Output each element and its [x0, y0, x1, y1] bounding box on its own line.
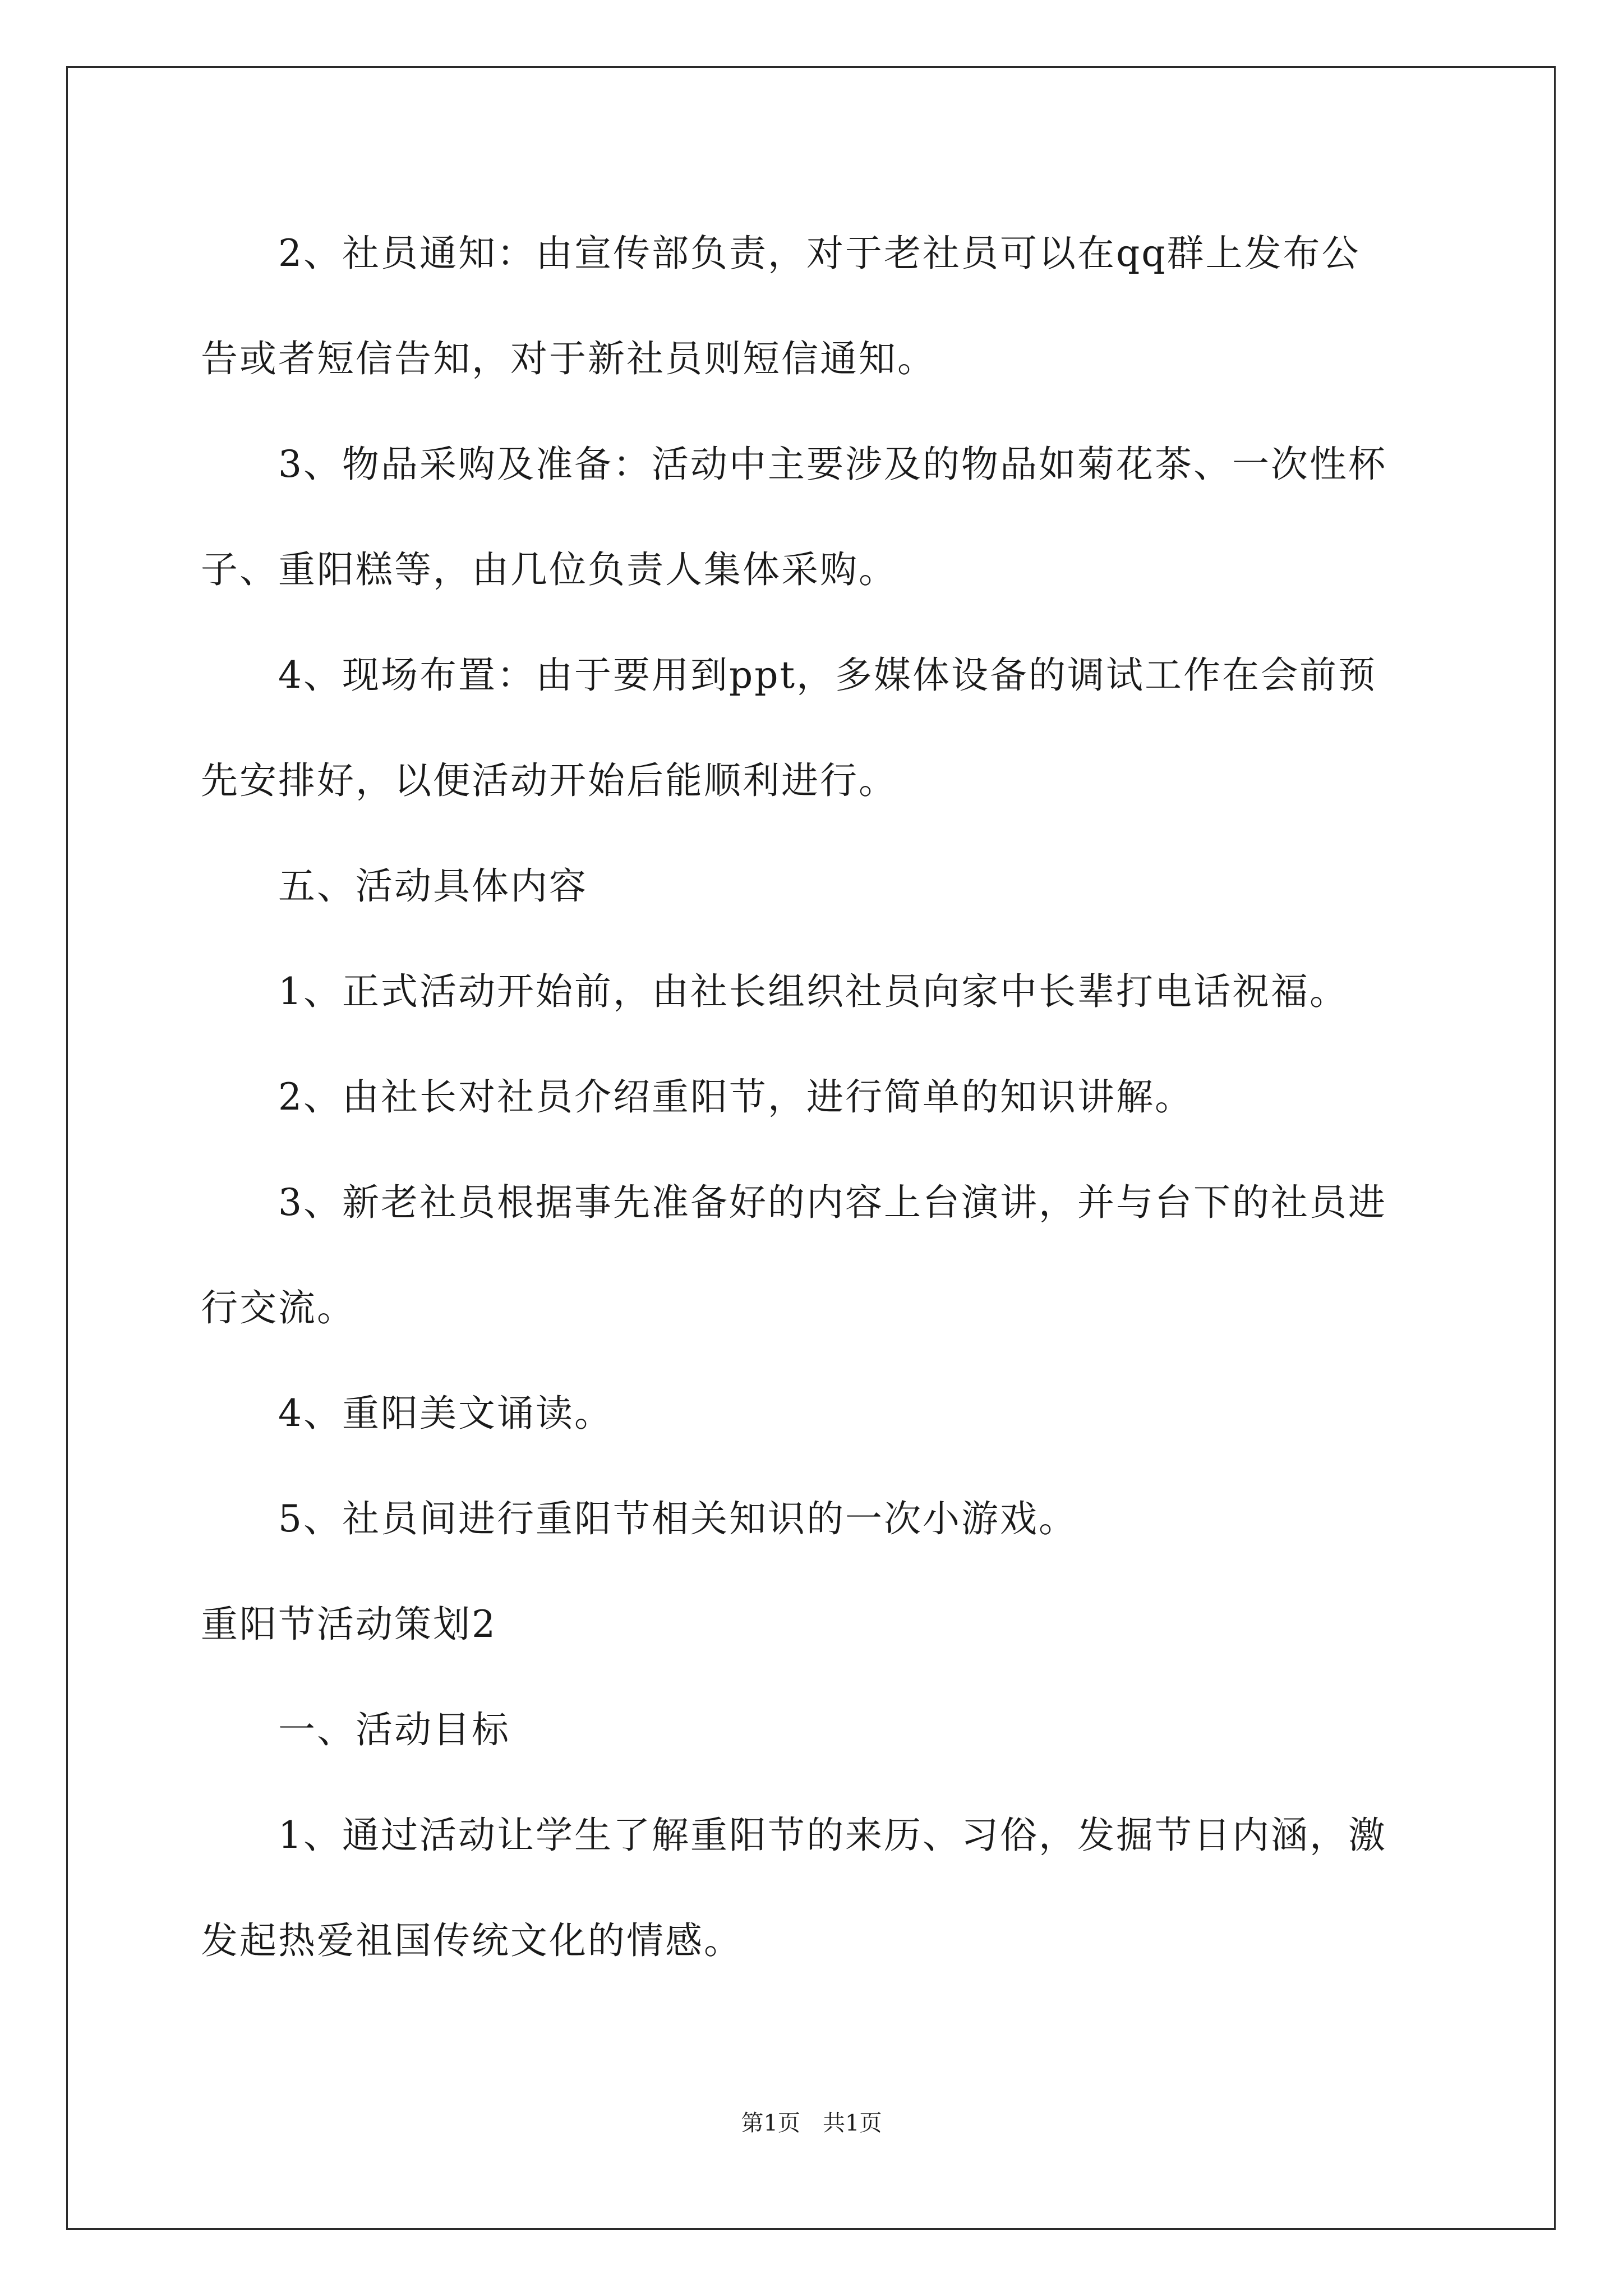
body-line: 4、现场布置：由于要用到ppt，多媒体设备的调试工作在会前预	[201, 654, 1377, 697]
page-number-footer: 第1页 共1页	[741, 2110, 882, 2136]
section-heading: 五、活动具体内容	[201, 864, 588, 908]
body-line: 3、新老社员根据事先准备好的内容上台演讲，并与台下的社员进	[201, 1181, 1387, 1224]
body-line: 行交流。	[201, 1286, 356, 1329]
body-line: 2、社员通知：由宣传部负责，对于老社员可以在qq群上发布公	[201, 232, 1361, 275]
body-line: 3、物品采购及准备：活动中主要涉及的物品如菊花茶、一次性杯	[201, 443, 1387, 486]
body-line: 发起热爱祖国传统文化的情感。	[201, 1919, 743, 1962]
page-border	[66, 66, 1556, 2230]
body-line: 先安排好，以便活动开始后能顺利进行。	[201, 759, 897, 802]
body-line: 4、重阳美文诵读。	[201, 1392, 613, 1435]
section-heading: 一、活动目标	[201, 1708, 510, 1751]
document-heading: 重阳节活动策划2	[201, 1603, 497, 1646]
body-line: 1、正式活动开始前，由社长组织社员向家中长辈打电话祝福。	[201, 970, 1348, 1013]
body-line: 2、由社长对社员介绍重阳节，进行简单的知识讲解。	[201, 1075, 1193, 1119]
body-line: 告或者短信告知，对于新社员则短信通知。	[201, 337, 936, 380]
body-line: 5、社员间进行重阳节相关知识的一次小游戏。	[201, 1497, 1077, 1540]
body-line: 子、重阳糕等，由几位负责人集体采购。	[201, 548, 897, 591]
body-line: 1、通过活动让学生了解重阳节的来历、习俗，发掘节日内涵，激	[201, 1814, 1387, 1857]
